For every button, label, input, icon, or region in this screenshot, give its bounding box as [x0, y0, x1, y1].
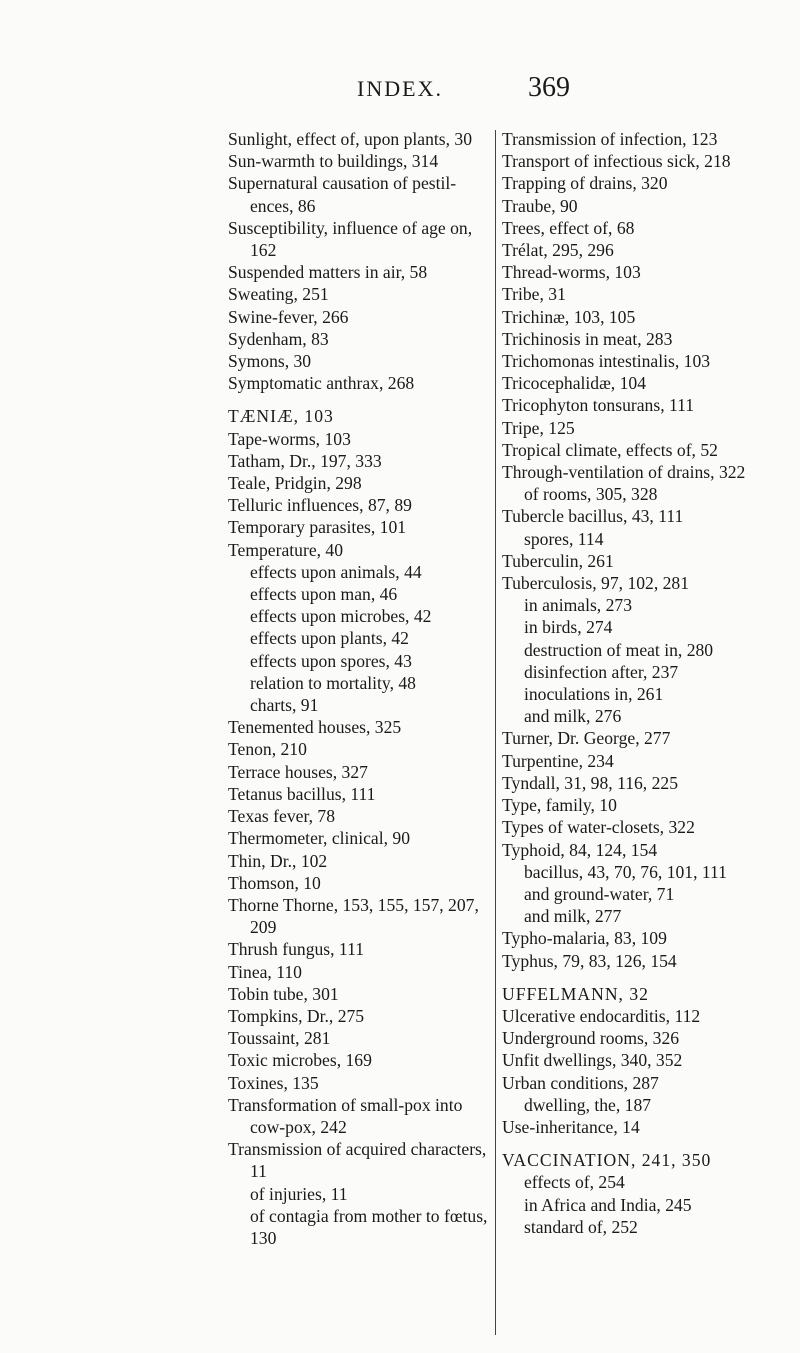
index-subentry: disinfection after, 237	[524, 661, 679, 682]
index-entry: Toxines, 135	[228, 1072, 319, 1093]
index-entry: Transmission of acquired characters,	[228, 1139, 487, 1160]
index-subentry: and milk, 277	[524, 906, 622, 927]
index-entry: Thermometer, clinical, 90	[228, 828, 411, 849]
index-subentry: 130	[250, 1227, 277, 1248]
index-entry: Temperature, 40	[228, 539, 344, 560]
index-entry: Telluric influences, 87, 89	[228, 495, 412, 516]
index-entry: Tribe, 31	[502, 284, 566, 305]
page-number: 369	[528, 72, 570, 103]
index-entry: Tricophyton tonsurans, 111	[502, 395, 695, 416]
index-entry: Supernatural causation of pestil-	[228, 173, 457, 194]
index-entry: Trees, effect of, 68	[502, 217, 635, 238]
index-entry: Trichinosis in meat, 283	[502, 328, 673, 349]
index-entry: Tobin tube, 301	[228, 983, 339, 1004]
index-entry: Sweating, 251	[228, 284, 329, 305]
index-subentry: relation to mortality, 48	[250, 672, 416, 693]
index-entry: Tuberculin, 261	[502, 550, 614, 571]
index-subentry: destruction of meat in, 280	[524, 639, 714, 660]
index-entry: Tenemented houses, 325	[228, 717, 402, 738]
index-subentry: effects upon man, 46	[250, 584, 398, 605]
index-subentry: 209	[250, 917, 277, 938]
index-subentry: cow-pox, 242	[250, 1116, 347, 1137]
index-entry: Trichinæ, 103, 105	[502, 306, 636, 327]
index-entry: UFFELMANN, 32	[502, 983, 649, 1004]
index-entry: Tape-worms, 103	[228, 428, 351, 449]
index-entry: Terrace houses, 327	[228, 761, 368, 782]
index-entry: Transport of infectious sick, 218	[502, 151, 731, 172]
index-subentry: in Africa and India, 245	[524, 1194, 692, 1215]
index-entry: Tuberculosis, 97, 102, 281	[502, 573, 690, 594]
index-subentry: 11	[250, 1161, 267, 1182]
index-entry: Susceptibility, influence of age on,	[228, 217, 473, 238]
index-entry: Trélat, 295, 296	[502, 240, 614, 261]
index-entry: Symptomatic anthrax, 268	[228, 373, 415, 394]
index-entry: Underground rooms, 326	[502, 1028, 680, 1049]
index-entry: Typho-malaria, 83, 109	[502, 928, 667, 949]
index-entry: Trapping of drains, 320	[502, 173, 668, 194]
index-subentry: and ground-water, 71	[524, 883, 675, 904]
index-subentry: of contagia from mother to fœtus,	[250, 1205, 488, 1226]
running-title: INDEX.	[357, 76, 443, 101]
index-entry: Type, family, 10	[502, 795, 617, 816]
index-subentry: inoculations in, 261	[524, 684, 664, 705]
index-subentry: spores, 114	[524, 528, 604, 549]
index-entry: Thorne Thorne, 153, 155, 157, 207,	[228, 894, 479, 915]
index-entry: VACCINATION, 241, 350	[502, 1150, 712, 1171]
index-subentry: effects upon animals, 44	[250, 561, 422, 582]
index-entry: Teale, Pridgin, 298	[228, 473, 362, 494]
index-entry: Thread-worms, 103	[502, 262, 641, 283]
index-entry: Toussaint, 281	[228, 1028, 331, 1049]
index-entry: Tricocephalidæ, 104	[502, 373, 646, 394]
column-divider	[495, 130, 496, 1335]
index-entry: Typhoid, 84, 124, 154	[502, 839, 658, 860]
index-entry: Tenon, 210	[228, 739, 307, 760]
index-entry: Texas fever, 78	[228, 806, 335, 827]
index-subentry: effects upon microbes, 42	[250, 606, 432, 627]
index-subentry: 162	[250, 240, 277, 261]
index-subentry: ences, 86	[250, 195, 316, 216]
index-entry: Through-ventilation of drains, 322	[502, 462, 746, 483]
index-subentry: of injuries, 11	[250, 1183, 348, 1204]
index-column-right	[502, 128, 792, 1238]
index-entry: Transformation of small-pox into	[228, 1094, 463, 1115]
index-entry: Trichomonas intestinalis, 103	[502, 351, 711, 372]
index-entry: Symons, 30	[228, 351, 312, 372]
index-entry: Swine-fever, 266	[228, 306, 349, 327]
page-header	[0, 72, 800, 112]
index-entry: Tinea, 110	[228, 961, 302, 982]
index-subentry: of rooms, 305, 328	[524, 484, 658, 505]
index-entry: Transmission of infection, 123	[502, 129, 718, 149]
index-entry: Types of water-closets, 322	[502, 817, 695, 838]
index-subentry: effects of, 254	[524, 1172, 625, 1193]
index-entry: Thrush fungus, 111	[228, 939, 365, 960]
index-entry: Typhus, 79, 83, 126, 154	[502, 950, 677, 971]
index-entry: Tompkins, Dr., 275	[228, 1005, 365, 1026]
index-entry: Urban conditions, 287	[502, 1072, 659, 1093]
index-subentry: effects upon spores, 43	[250, 650, 412, 671]
index-entry: TÆNIÆ, 103	[228, 406, 334, 427]
index-subentry: dwelling, the, 187	[524, 1094, 652, 1115]
index-entry: Tetanus bacillus, 111	[228, 783, 376, 804]
index-entry: Tripe, 125	[502, 417, 575, 438]
index-entry: Toxic microbes, 169	[228, 1050, 372, 1071]
index-entry: Sun-warmth to buildings, 314	[228, 151, 439, 172]
index-entry: Tubercle bacillus, 43, 111	[502, 506, 684, 527]
index-entry: Tyndall, 31, 98, 116, 225	[502, 772, 678, 793]
index-subentry: in animals, 273	[524, 595, 632, 616]
index-subentry: bacillus, 43, 70, 76, 101, 111	[524, 861, 727, 882]
index-entry: Use-inheritance, 14	[502, 1116, 640, 1137]
index-subentry: in birds, 274	[524, 617, 613, 638]
index-entry: Suspended matters in air, 58	[228, 262, 428, 283]
index-entry: Temporary parasites, 101	[228, 517, 407, 538]
index-subentry: charts, 91	[250, 695, 319, 716]
index-subentry: standard of, 252	[524, 1216, 638, 1237]
index-entry: Turpentine, 234	[502, 750, 614, 771]
index-entry: Ulcerative endocarditis, 112	[502, 1005, 701, 1026]
index-entry: Tatham, Dr., 197, 333	[228, 450, 382, 471]
index-entry: Sydenham, 83	[228, 328, 329, 349]
index-entry: Sunlight, effect of, upon plants, 30	[228, 129, 473, 149]
index-subentry: and milk, 276	[524, 706, 622, 727]
index-entry: Thin, Dr., 102	[228, 850, 328, 871]
index-column-left	[228, 128, 493, 1249]
index-entry: Unfit dwellings, 340, 352	[502, 1050, 683, 1071]
index-entry: Traube, 90	[502, 195, 578, 216]
index-entry: Tropical climate, effects of, 52	[502, 439, 718, 460]
index-entry: Turner, Dr. George, 277	[502, 728, 671, 749]
index-subentry: effects upon plants, 42	[250, 628, 409, 649]
index-entry: Thomson, 10	[228, 872, 321, 893]
